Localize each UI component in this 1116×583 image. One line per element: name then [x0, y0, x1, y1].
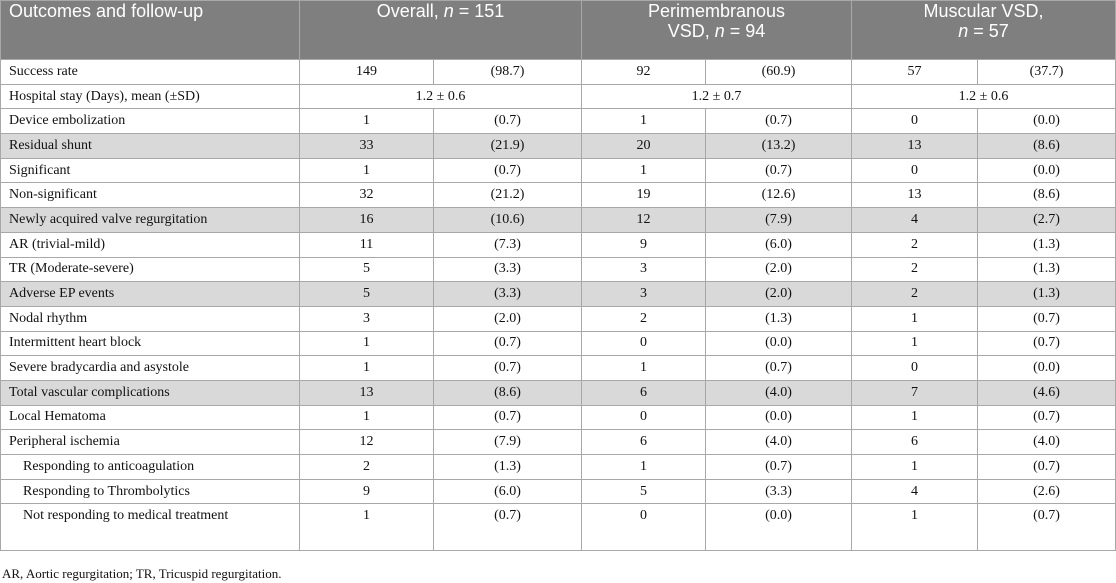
perimembranous-percent-cell: (0.7) — [706, 455, 852, 480]
row-label: Success rate — [1, 60, 300, 85]
perimembranous-percent-cell: (0.0) — [706, 405, 852, 430]
overall-percent-cell: (0.7) — [434, 504, 582, 551]
perimembranous-count-cell: 0 — [582, 331, 706, 356]
muscular-count-cell: 2 — [852, 257, 978, 282]
perimembranous-percent-cell: (1.3) — [706, 306, 852, 331]
header-overall: Overall, n = 151 — [300, 1, 582, 60]
overall-percent-cell: (0.7) — [434, 158, 582, 183]
row-label: Device embolization — [1, 109, 300, 134]
perimembranous-percent-cell: (3.3) — [706, 479, 852, 504]
table-footnote: AR, Aortic regurgitation; TR, Tricuspid regurgitation. — [2, 566, 282, 581]
muscular-count-cell: 13 — [852, 134, 978, 159]
overall-count-cell: 11 — [300, 232, 434, 257]
overall-count-cell: 1 — [300, 504, 434, 551]
perimembranous-percent-cell: (2.0) — [706, 282, 852, 307]
row-label: Severe bradycardia and asystole — [1, 356, 300, 381]
muscular-count-cell: 1 — [852, 504, 978, 551]
perimembranous-percent-cell: (0.0) — [706, 504, 852, 551]
table-row — [1, 158, 1116, 183]
muscular-percent-cell: (8.6) — [978, 183, 1116, 208]
muscular-percent-cell: (0.7) — [978, 504, 1116, 551]
row-label: Significant — [1, 158, 300, 183]
row-label: AR (trivial-mild) — [1, 232, 300, 257]
overall-percent-cell: (3.3) — [434, 257, 582, 282]
row-label: Residual shunt — [1, 134, 300, 159]
overall-percent-cell: (2.0) — [434, 306, 582, 331]
row-label: Not responding to medical treatment — [1, 504, 300, 551]
muscular-count-cell: 1 — [852, 405, 978, 430]
perimembranous-percent-cell: (12.6) — [706, 183, 852, 208]
perimembranous-count-cell: 6 — [582, 380, 706, 405]
perimembranous-count-cell: 0 — [582, 504, 706, 551]
table-row — [1, 134, 1116, 159]
table-body — [1, 60, 1116, 551]
overall-count-cell: 16 — [300, 208, 434, 233]
table-row — [1, 306, 1116, 331]
muscular-percent-cell: (0.7) — [978, 455, 1116, 480]
table-row — [1, 430, 1116, 455]
perimembranous-percent-cell: (60.9) — [706, 60, 852, 85]
perimembranous-percent-cell: (2.0) — [706, 257, 852, 282]
overall-percent-cell: (0.7) — [434, 331, 582, 356]
overall-percent-cell: (0.7) — [434, 109, 582, 134]
muscular-count-cell: 1 — [852, 331, 978, 356]
perimembranous-count-cell: 12 — [582, 208, 706, 233]
muscular-count-cell: 0 — [852, 158, 978, 183]
muscular-count-cell: 0 — [852, 109, 978, 134]
table-row — [1, 331, 1116, 356]
muscular-percent-cell: (0.7) — [978, 405, 1116, 430]
overall-count-cell: 13 — [300, 380, 434, 405]
muscular-count-cell: 1 — [852, 306, 978, 331]
perimembranous-percent-cell: (0.0) — [706, 331, 852, 356]
overall-count-cell: 149 — [300, 60, 434, 85]
table-row — [1, 60, 1116, 85]
table-row — [1, 356, 1116, 381]
perimembranous-count-cell: 3 — [582, 282, 706, 307]
overall-count-cell: 3 — [300, 306, 434, 331]
muscular-percent-cell: (0.0) — [978, 356, 1116, 381]
muscular-percent-cell: (0.7) — [978, 306, 1116, 331]
overall-count-cell: 5 — [300, 257, 434, 282]
overall-percent-cell: (21.9) — [434, 134, 582, 159]
row-label: Adverse EP events — [1, 282, 300, 307]
overall-count-cell: 5 — [300, 282, 434, 307]
perimembranous-percent-cell: (13.2) — [706, 134, 852, 159]
perimembranous-percent-cell: (4.0) — [706, 430, 852, 455]
row-label: Total vascular complications — [1, 380, 300, 405]
overall-count-cell: 1 — [300, 356, 434, 381]
perimembranous-count-cell: 1 — [582, 455, 706, 480]
overall-percent-cell: (8.6) — [434, 380, 582, 405]
overall-count-cell: 32 — [300, 183, 434, 208]
overall-percent-cell: (6.0) — [434, 479, 582, 504]
muscular-percent-cell: (1.3) — [978, 257, 1116, 282]
perimembranous-count-cell: 1 — [582, 356, 706, 381]
muscular-count-cell: 7 — [852, 380, 978, 405]
overall-count-cell: 2 — [300, 455, 434, 480]
overall-percent-cell: (0.7) — [434, 356, 582, 381]
row-label: Non-significant — [1, 183, 300, 208]
muscular-percent-cell: (8.6) — [978, 134, 1116, 159]
table-row — [1, 84, 1116, 109]
perimembranous-percent-cell: (7.9) — [706, 208, 852, 233]
row-label: Responding to anticoagulation — [1, 455, 300, 480]
perimembranous-count-cell: 3 — [582, 257, 706, 282]
row-label: Intermittent heart block — [1, 331, 300, 356]
overall-count-cell: 1 — [300, 405, 434, 430]
header-perimembranous: Perimembranous VSD, n = 94 — [582, 1, 852, 60]
table-row — [1, 282, 1116, 307]
table-row — [1, 109, 1116, 134]
muscular-percent-cell: (0.0) — [978, 109, 1116, 134]
table-row — [1, 405, 1116, 430]
overall-count-cell: 1 — [300, 109, 434, 134]
muscular-percent-cell: (1.3) — [978, 232, 1116, 257]
overall-percent-cell: (7.9) — [434, 430, 582, 455]
overall-count-cell: 33 — [300, 134, 434, 159]
muscular-percent-cell: (4.0) — [978, 430, 1116, 455]
overall-count-cell: 1 — [300, 331, 434, 356]
table-row — [1, 183, 1116, 208]
perimembranous-percent-cell: (4.0) — [706, 380, 852, 405]
muscular-count-cell: 13 — [852, 183, 978, 208]
perimembranous-count-cell: 6 — [582, 430, 706, 455]
overall-percent-cell: (0.7) — [434, 405, 582, 430]
row-label: Local Hematoma — [1, 405, 300, 430]
overall-percent-cell: (98.7) — [434, 60, 582, 85]
table-row — [1, 380, 1116, 405]
overall-percent-cell: (7.3) — [434, 232, 582, 257]
muscular-count-cell: 4 — [852, 208, 978, 233]
row-label: Newly acquired valve regurgitation — [1, 208, 300, 233]
table-row — [1, 232, 1116, 257]
perimembranous-count-cell: 92 — [582, 60, 706, 85]
overall-count-cell: 12 — [300, 430, 434, 455]
muscular-count-cell: 4 — [852, 479, 978, 504]
overall-percent-cell: (10.6) — [434, 208, 582, 233]
perimembranous-count-cell: 20 — [582, 134, 706, 159]
overall-value-cell: 1.2 ± 0.6 — [300, 84, 582, 109]
table-row — [1, 257, 1116, 282]
table-row — [1, 455, 1116, 480]
overall-percent-cell: (21.2) — [434, 183, 582, 208]
muscular-percent-cell: (2.6) — [978, 479, 1116, 504]
table-row — [1, 504, 1116, 551]
header-muscular: Muscular VSD, n = 57 — [852, 1, 1116, 60]
muscular-count-cell: 1 — [852, 455, 978, 480]
overall-count-cell: 9 — [300, 479, 434, 504]
row-label: TR (Moderate-severe) — [1, 257, 300, 282]
perimembranous-count-cell: 19 — [582, 183, 706, 208]
row-label: Responding to Thrombolytics — [1, 479, 300, 504]
overall-percent-cell: (1.3) — [434, 455, 582, 480]
muscular-value-cell: 1.2 ± 0.6 — [852, 84, 1116, 109]
perimembranous-count-cell: 0 — [582, 405, 706, 430]
muscular-percent-cell: (2.7) — [978, 208, 1116, 233]
muscular-count-cell: 2 — [852, 232, 978, 257]
header-outcomes: Outcomes and follow-up — [1, 1, 300, 60]
table-header — [1, 1, 1116, 60]
muscular-count-cell: 0 — [852, 356, 978, 381]
perimembranous-percent-cell: (0.7) — [706, 356, 852, 381]
muscular-percent-cell: (0.7) — [978, 331, 1116, 356]
row-label: Hospital stay (Days), mean (±SD) — [1, 84, 300, 109]
row-label: Peripheral ischemia — [1, 430, 300, 455]
table-row — [1, 208, 1116, 233]
row-label: Nodal rhythm — [1, 306, 300, 331]
overall-count-cell: 1 — [300, 158, 434, 183]
perimembranous-count-cell: 2 — [582, 306, 706, 331]
muscular-count-cell: 6 — [852, 430, 978, 455]
overall-percent-cell: (3.3) — [434, 282, 582, 307]
perimembranous-count-cell: 1 — [582, 158, 706, 183]
perimembranous-count-cell: 1 — [582, 109, 706, 134]
perimembranous-percent-cell: (0.7) — [706, 158, 852, 183]
perimembranous-percent-cell: (6.0) — [706, 232, 852, 257]
muscular-count-cell: 57 — [852, 60, 978, 85]
muscular-percent-cell: (0.0) — [978, 158, 1116, 183]
muscular-percent-cell: (1.3) — [978, 282, 1116, 307]
muscular-percent-cell: (4.6) — [978, 380, 1116, 405]
muscular-count-cell: 2 — [852, 282, 978, 307]
perimembranous-percent-cell: (0.7) — [706, 109, 852, 134]
perimembranous-value-cell: 1.2 ± 0.7 — [582, 84, 852, 109]
perimembranous-count-cell: 5 — [582, 479, 706, 504]
perimembranous-count-cell: 9 — [582, 232, 706, 257]
table-row — [1, 479, 1116, 504]
muscular-percent-cell: (37.7) — [978, 60, 1116, 85]
